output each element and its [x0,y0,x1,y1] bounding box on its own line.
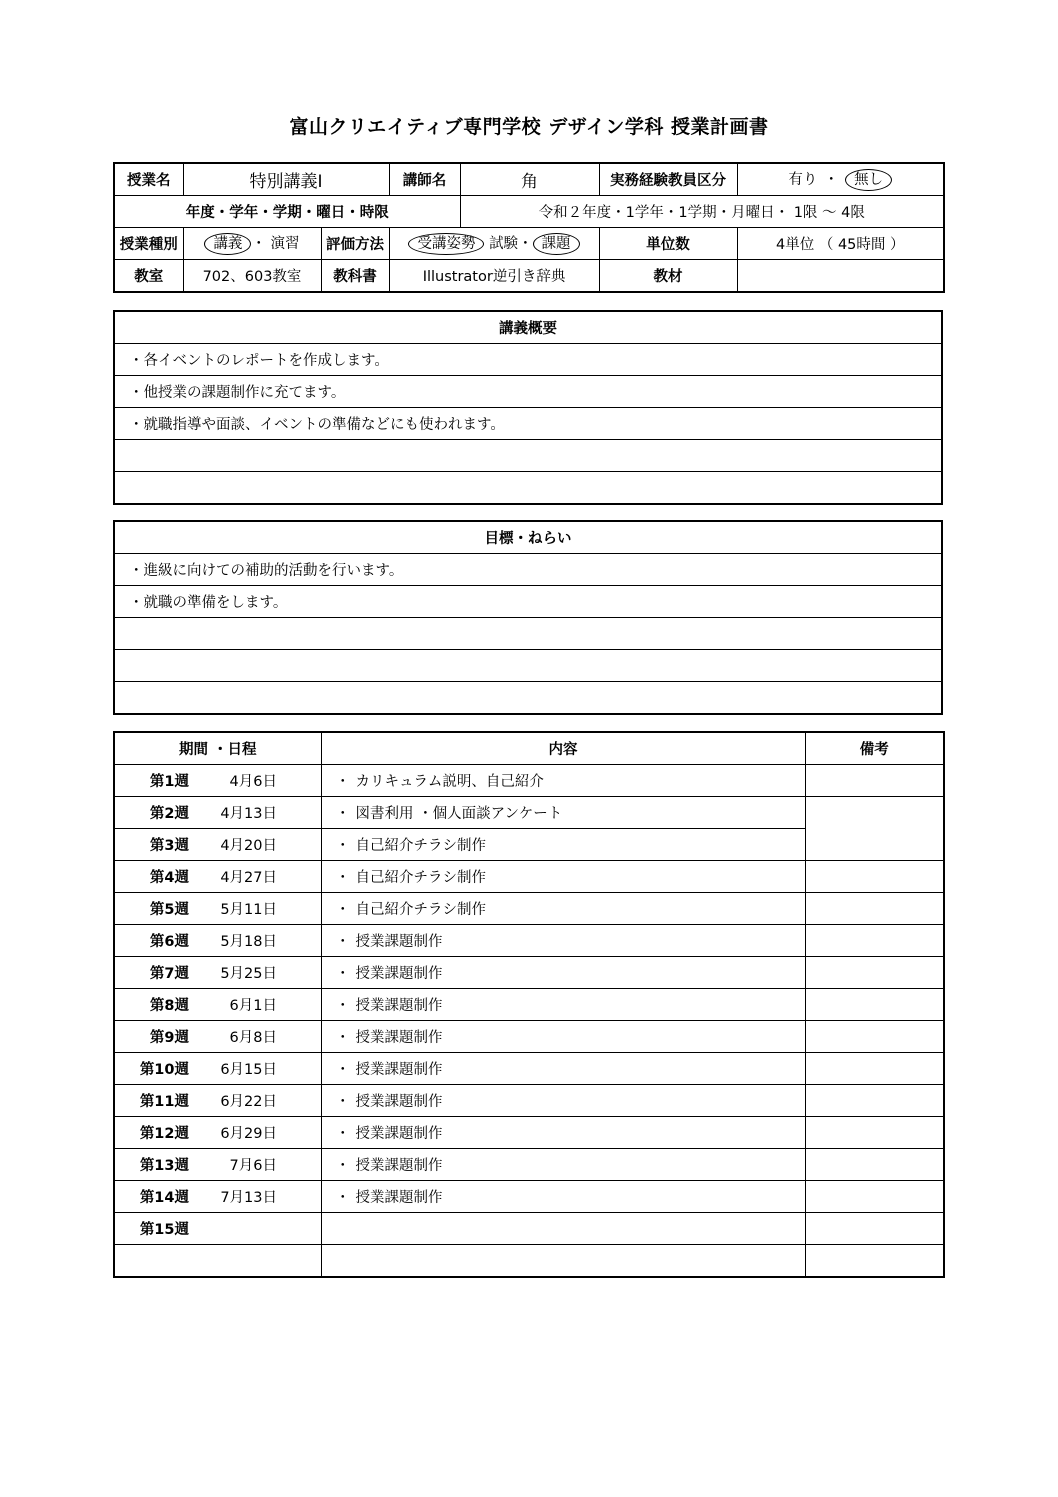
schedule-bullet: ・ [335,1190,350,1206]
schedule-date: 6月22日 [220,1094,277,1110]
schedule-period-cell [114,861,321,893]
textbook-label: 教科書 [321,260,389,293]
schedule-period-cell [114,893,321,925]
schedule-bullet: ・ [335,1062,350,1078]
goals-line: ・就職の準備をします。 [114,586,942,618]
schedule-content-cell [321,989,805,1021]
schedule-period-cell [114,765,321,797]
schedule-date: 4月27日 [220,870,277,886]
schedule-bullet: ・ [335,1030,350,1046]
table-row [114,829,944,861]
material-value [737,260,944,293]
schedule-col-notes: 備考 [805,732,944,765]
schedule-content: 自己紹介チラシ制作 [355,838,486,854]
schedule-content-cell [321,893,805,925]
course-info-table [113,162,945,293]
schedule-content: 図書利用 ・個人面談アンケート [355,806,563,822]
schedule-week: 第15週 [139,1222,189,1238]
schedule-content-cell [321,765,805,797]
table-row [114,925,944,957]
schedule-content: 授業課題制作 [355,1062,443,1078]
schedule-week: 第3週 [149,838,189,854]
evaluation-task-circled: 課題 [533,233,580,255]
schedule-content: 授業課題制作 [355,1158,443,1174]
goals-heading: 目標・ねらい [114,521,942,554]
class-type-separator: ・ [251,236,266,252]
evaluation-separator: ・ [518,236,533,252]
schedule-content-cell [321,797,805,829]
class-type-value [183,228,321,260]
period-value: 令和２年度・1学年・1学期・月曜日・ 1限 ～ 4限 [460,196,944,228]
overview-line [114,440,942,472]
schedule-period-cell [114,989,321,1021]
schedule-week: 第1週 [149,774,189,790]
schedule-period-cell [114,1245,321,1278]
schedule-bullet: ・ [335,1094,350,1110]
schedule-content-cell [321,1021,805,1053]
teacher-value: 角 [460,163,599,196]
table-row [114,1149,944,1181]
overview-line: ・他授業の課題制作に充てます。 [114,376,942,408]
schedule-notes-cell [805,797,944,829]
schedule-date: 7月13日 [220,1190,277,1206]
schedule-period-cell [114,1021,321,1053]
practical-no-circled: 無し [845,169,892,191]
schedule-week: 第6週 [149,934,189,950]
schedule-content: 授業課題制作 [355,966,443,982]
table-row [114,1213,944,1245]
schedule-period-cell [114,1053,321,1085]
schedule-content-cell [321,861,805,893]
schedule-bullet: ・ [335,934,350,950]
schedule-content-cell [321,957,805,989]
table-row [114,1021,944,1053]
schedule-content-cell [321,829,805,861]
schedule-notes-cell [805,957,944,989]
schedule-col-content: 内容 [321,732,805,765]
schedule-content: 自己紹介チラシ制作 [355,870,486,886]
evaluation-attitude-circled: 受講姿勢 [408,233,484,255]
schedule-content-cell [321,1117,805,1149]
schedule-notes-cell [805,1117,944,1149]
schedule-notes-cell [805,893,944,925]
schedule-bullet: ・ [335,998,350,1014]
overview-line: ・各イベントのレポートを作成します。 [114,344,942,376]
schedule-notes-cell [805,1085,944,1117]
schedule-week: 第13週 [139,1158,189,1174]
schedule-content: 授業課題制作 [355,1126,443,1142]
schedule-notes-cell [805,1245,944,1278]
schedule-week: 第11週 [139,1094,189,1110]
period-label: 年度・学年・学期・曜日・時限 [114,196,460,228]
schedule-date: 6月8日 [229,1030,277,1046]
schedule-week: 第14週 [139,1190,189,1206]
evaluation-exam: 試験 [489,236,519,252]
schedule-bullet: ・ [335,1158,350,1174]
schedule-content-cell [321,1053,805,1085]
course-name-value: 特別講義Ⅰ [183,163,389,196]
schedule-content: 自己紹介チラシ制作 [355,902,486,918]
credits-value: 4単位 （ 45時間 ） [737,228,944,260]
credits-label: 単位数 [599,228,737,260]
evaluation-value [389,228,599,260]
goals-table [113,520,943,715]
schedule-period-cell [114,925,321,957]
schedule-notes-cell [805,1053,944,1085]
schedule-period-cell [114,1213,321,1245]
schedule-bullet: ・ [335,806,350,822]
schedule-content-cell [321,1213,805,1245]
table-row [114,765,944,797]
overview-table [113,310,943,505]
class-type-label: 授業種別 [114,228,183,260]
schedule-content: 授業課題制作 [355,1094,443,1110]
schedule-notes-cell [805,1149,944,1181]
table-row [114,989,944,1021]
goals-line: ・進級に向けての補助的活動を行います。 [114,554,942,586]
classroom-label: 教室 [114,260,183,293]
schedule-notes-cell [805,1213,944,1245]
schedule-week: 第2週 [149,806,189,822]
textbook-value: Illustrator逆引き辞典 [389,260,599,293]
table-row [114,1053,944,1085]
schedule-content: 授業課題制作 [355,1190,443,1206]
goals-line [114,618,942,650]
teacher-label: 講師名 [389,163,460,196]
schedule-date: 6月29日 [220,1126,277,1142]
schedule-bullet: ・ [335,966,350,982]
table-row [114,1245,944,1278]
overview-line [114,472,942,505]
table-row [114,957,944,989]
schedule-week: 第9週 [149,1030,189,1046]
schedule-date: 5月25日 [220,966,277,982]
schedule-notes-cell [805,1181,944,1213]
table-row [114,1181,944,1213]
evaluation-label: 評価方法 [321,228,389,260]
schedule-content-cell [321,1085,805,1117]
schedule-content: カリキュラム説明、自己紹介 [355,774,544,790]
schedule-week: 第7週 [149,966,189,982]
schedule-period-cell [114,797,321,829]
schedule-content: 授業課題制作 [355,1030,443,1046]
schedule-period-cell [114,1117,321,1149]
schedule-content: 授業課題制作 [355,998,443,1014]
table-row [114,893,944,925]
schedule-date: 6月15日 [220,1062,277,1078]
schedule-week: 第5週 [149,902,189,918]
page-title: 富山クリエイティブ専門学校 デザイン学科 授業計画書 [289,116,769,138]
classroom-value: 702、603教室 [183,260,321,293]
schedule-week: 第10週 [139,1062,189,1078]
class-type-practice: 演習 [270,236,300,252]
schedule-notes-cell [805,989,944,1021]
class-type-lecture-circled: 講義 [204,233,251,255]
schedule-date: 5月11日 [220,902,277,918]
schedule-content-cell [321,925,805,957]
schedule-date: 4月20日 [220,838,277,854]
schedule-content-cell [321,1245,805,1278]
table-row [114,861,944,893]
schedule-date: 5月18日 [220,934,277,950]
table-row [114,797,944,829]
schedule-bullet: ・ [335,870,350,886]
schedule-period-cell [114,957,321,989]
schedule-bullet: ・ [335,774,350,790]
overview-line: ・就職指導や面談、イベントの準備などにも使われます。 [114,408,942,440]
schedule-date: 4月13日 [220,806,277,822]
schedule-period-cell [114,829,321,861]
schedule-date: 7月6日 [229,1158,277,1174]
schedule-week: 第8週 [149,998,189,1014]
schedule-col-period: 期間 ・日程 [114,732,321,765]
course-name-label: 授業名 [114,163,183,196]
overview-heading: 講義概要 [114,311,942,344]
schedule-notes-cell [805,925,944,957]
practical-experience-label: 実務経験教員区分 [599,163,737,196]
practical-experience-value: 有り ・ 無し [737,163,944,196]
material-label: 教材 [599,260,737,293]
schedule-bullet: ・ [335,902,350,918]
schedule-content-cell [321,1181,805,1213]
table-row [114,1117,944,1149]
schedule-notes-cell [805,861,944,893]
schedule-notes-cell [805,829,944,861]
schedule-table [113,731,945,1278]
schedule-week: 第12週 [139,1126,189,1142]
schedule-content-cell [321,1149,805,1181]
goals-line [114,682,942,715]
schedule-bullet: ・ [335,1126,350,1142]
schedule-date: 6月1日 [229,998,277,1014]
schedule-period-cell [114,1181,321,1213]
schedule-period-cell [114,1085,321,1117]
practical-yes: 有り [788,172,818,188]
table-row [114,1085,944,1117]
schedule-date: 4月6日 [229,774,277,790]
schedule-notes-cell [805,765,944,797]
schedule-period-cell [114,1149,321,1181]
schedule-notes-cell [805,1021,944,1053]
schedule-bullet: ・ [335,838,350,854]
goals-line [114,650,942,682]
schedule-week: 第4週 [149,870,189,886]
schedule-content: 授業課題制作 [355,934,443,950]
